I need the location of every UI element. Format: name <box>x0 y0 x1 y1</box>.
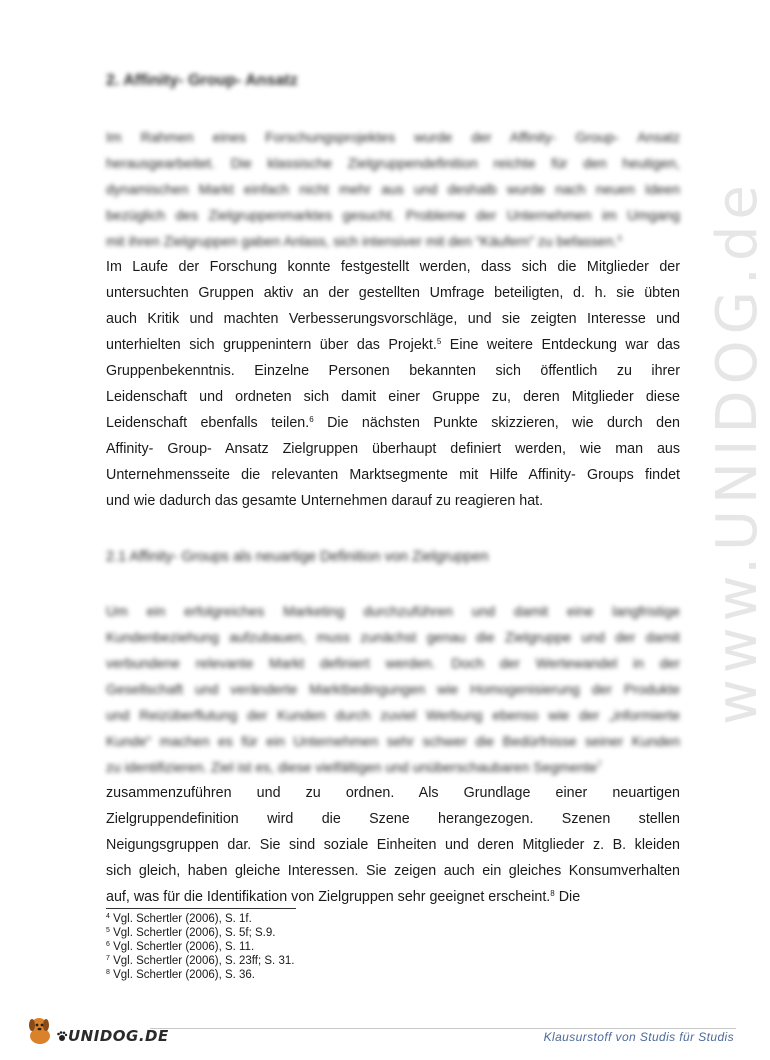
footnote-ref: 4 <box>617 234 622 243</box>
blurred-line: zu identifizieren. Ziel ist es, diese vielfältigen und unüberschaubaren Segmente$^7$ <box>106 759 602 775</box>
blurred-line: verbundene relevante Markt definiert werden. Doch der Wertewandel in der <box>106 655 680 671</box>
text-line: Im Laufe der Forschung konnte festgestellt werden, dass sich die Mitglieder der <box>106 259 680 275</box>
text-line: und wie dadurch das gesamte Unternehmen darauf zu reagieren hat. <box>106 493 544 509</box>
blurred-line: dynamischen Markt einfach nicht mehr aus und deshalb wurde nach neuen Ideen <box>106 181 680 197</box>
footnote-ref: 6 <box>309 415 314 424</box>
paragraph-2 <box>106 598 680 910</box>
text-line: Gruppenbekenntnis. Einzelne Personen bekannten sich öffentlich zu ihrer <box>106 363 680 379</box>
watermark-text: www.UNIDOG.de <box>705 179 770 725</box>
paragraph-1-clear <box>106 254 680 514</box>
text-line: sich gleich, haben gleiche Interessen. Sie zeigen auch ein gleiches Konsumverhalten <box>106 863 680 879</box>
text-line: auch Kritik und machten Verbesserungsvorschläge, und sie zeigten Interesse und <box>106 311 680 327</box>
footer-divider <box>150 1028 736 1029</box>
text-line: untersuchten Gruppen aktiv an der gestellten Umfrage beteiligten, d. h. sie übten <box>106 285 680 301</box>
text-line: Affinity- Group- Ansatz Zielgruppen überhaupt definiert werden, wie man aus <box>106 441 680 457</box>
blurred-line: Um ein erfolgreiches Marketing durchzuführen und damit eine langfristige <box>106 603 680 619</box>
footnote: $^4$ Vgl. Schertler (2006), S. 1f. <box>106 913 252 925</box>
footer-tagline: Klausurstoff von Studis für Studis <box>543 1030 734 1044</box>
unidog-logo[interactable] <box>22 1012 169 1052</box>
footnote: $^5$ Vgl. Schertler (2006), S. 5f; S.9. <box>106 927 276 939</box>
footnote: $^7$ Vgl. Schertler (2006), S. 23ff; S. 31. <box>106 955 295 967</box>
paragraph-2-clear <box>106 780 680 910</box>
logo-text: UNIDOG.DE <box>68 1027 169 1045</box>
text-line: zusammenzuführen und zu ordnen. Als Grundlage einer neuartigen <box>106 785 680 801</box>
text-line: auf, was für die Identifikation von Zielgruppen sehr geeignet erscheint.$^8$ Die <box>106 889 581 905</box>
blurred-line: Gesellschaft und veränderte Marktbedingungen wie Homogenisierung der Produkte <box>106 681 680 697</box>
footnote-ref: 7 <box>597 760 602 769</box>
blurred-line: mit ihren Zielgruppen gaben Anlass, sich intensiver mit den “Käufern” zu befassen.$^4$ <box>106 233 622 249</box>
text-line: Neigungsgruppen dar. Sie sind soziale Einheiten und deren Mitglieder z. B. kleiden <box>106 837 680 853</box>
paragraph-2-blurred <box>106 598 680 780</box>
blurred-line: bezüglich des Zielgruppenmarktes gesucht. Probleme der Unternehmen im Umgang <box>106 207 680 223</box>
paw-icon <box>56 1030 68 1042</box>
blurred-line: und Reizüberflutung der Kunden durch zuviel Werbung ebenso wie der „informierte <box>106 707 680 723</box>
blurred-line: Kundenbeziehung aufzubauen, muss zunächst genau die Zielgruppe und der damit <box>106 629 680 645</box>
footnote: $^6$ Vgl. Schertler (2006), S. 11. <box>106 941 255 953</box>
blurred-line: Kunde“ machen es für ein Unternehmen sehr schwer die Bedürfnisse seiner Kunden <box>106 733 680 749</box>
footnotes <box>106 912 294 982</box>
footnote-divider <box>106 908 296 909</box>
text-line: Leidenschaft und ordneten sich damit einer Gruppe zu, deren Mitglieder diese <box>106 389 680 405</box>
footnote-ref: 5 <box>436 337 442 346</box>
text-line: Zielgruppendefinition wird die Szene herangezogen. Szenen stellen <box>106 811 680 827</box>
footnote-ref: 8 <box>550 889 555 898</box>
dog-icon <box>26 1016 54 1046</box>
text-line: Unternehmensseite die relevanten Marktsegmente mit Hilfe Affinity- Groups findet <box>106 467 680 483</box>
text-line: Leidenschaft ebenfalls teilen.$^6$ Die nächsten Punkte skizzieren, wie durch den <box>106 415 680 431</box>
subsection-heading: 2.1 Affinity- Groups als neuartige Definition von Zielgruppen <box>106 549 489 565</box>
paragraph-1-blurred <box>106 124 680 254</box>
blurred-line: Im Rahmen eines Forschungsprojektes wurde der Affinity- Group- Ansatz <box>106 129 680 145</box>
blurred-line: herausgearbeitet. Die klassische Zielgruppendefinition reichte für den heutigen, <box>106 155 680 171</box>
footnote: $^8$ Vgl. Schertler (2006), S. 36. <box>106 969 256 981</box>
paragraph-1 <box>106 124 680 514</box>
text-line: unterhielten sich gruppenintern über das Projekt.$^5$ Eine weitere Entdeckung war das <box>106 337 680 353</box>
section-heading: 2. Affinity- Group- Ansatz <box>106 72 298 89</box>
